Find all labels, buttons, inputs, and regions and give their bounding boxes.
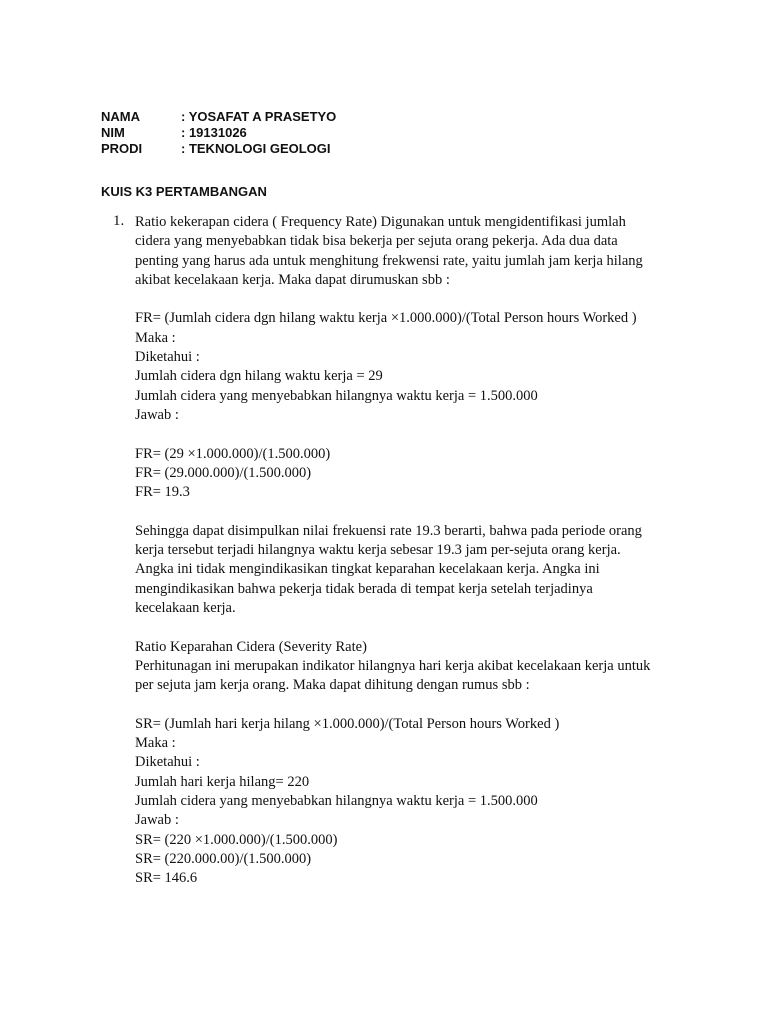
blank-line [135, 425, 695, 444]
text-line: Diketahui : [135, 754, 200, 771]
text-line: Jawab : [135, 406, 179, 423]
formula-result: FR= 19.3 [135, 484, 190, 501]
nim-label: NIM [101, 124, 125, 140]
text-line: Jumlah hari kerja hilang= 220 [135, 773, 310, 790]
formula-line: SR= (220 ×1.000.000)/(1.500.000) [135, 831, 338, 848]
text-line: Sehingga dapat disimpulkan nilai frekuensi rate 19.3 berarti, bahwa pada periode orang [135, 522, 642, 539]
nama-label: NAMA [101, 108, 140, 124]
formula-result: SR= 146.6 [135, 870, 198, 887]
formula-line: FR= (29.000.000)/(1.500.000) [135, 464, 312, 481]
section-heading: Ratio Keparahan Cidera (Severity Rate) [135, 638, 367, 655]
text-line: Maka : [135, 329, 176, 346]
nama-row [101, 108, 336, 124]
text-line: Jumlah cidera dgn hilang waktu kerja = 29 [135, 368, 383, 385]
text-line: penting yang harus ada untuk menghitung frekwensi rate, yaitu jumlah jam kerja hilang [135, 252, 643, 269]
formula-line: FR= (29 ×1.000.000)/(1.500.000) [135, 445, 331, 462]
student-info-header [101, 108, 336, 156]
blank-line [135, 618, 695, 637]
text-line: cidera yang menyebabkan tidak bisa bekerja per sejuta orang pekerja. Ada dua data [135, 233, 618, 250]
text-line: per sejuta jam kerja orang. Maka dapat dihitung dengan rumus sbb : [135, 677, 530, 694]
text-line: Ratio kekerapan cidera ( Frequency Rate) Digunakan untuk mengidentifikasi jumlah [135, 214, 626, 230]
text-line: kerja tersebut terjadi hilangnya waktu kerja sebesar 19.3 jam per-sejuta orang kerja. [135, 542, 621, 559]
prodi-row [101, 140, 336, 156]
formula-line: SR= (Jumlah hari kerja hilang ×1.000.000)/(Total Person hours Worked ) [135, 715, 560, 732]
text-line: Jawab : [135, 812, 179, 829]
list-item-number: 1. [113, 213, 125, 229]
formula-line: FR= (Jumlah cidera dgn hilang waktu kerja ×1.000.000)/(Total Person hours Worked ) [135, 310, 637, 327]
blank-line [135, 695, 695, 714]
blank-line [135, 502, 695, 521]
text-line: kecelakaan kerja. [135, 599, 236, 616]
prodi-label: PRODI [101, 140, 143, 156]
nama-value: : YOSAFAT A PRASETYO [181, 108, 337, 124]
text-line: mengindikasikan bahwa pekerja tidak berada di tempat kerja setelah terjadinya [135, 580, 593, 597]
prodi-value: : TEKNOLOGI GEOLOGI [181, 140, 331, 156]
blank-line [135, 290, 695, 309]
formula-line: SR= (220.000.00)/(1.500.000) [135, 850, 312, 867]
text-line: Diketahui : [135, 349, 200, 366]
nim-row [101, 124, 336, 140]
nim-value: : 19131026 [181, 124, 247, 140]
text-line: Angka ini tidak mengindikasikan tingkat keparahan kecelakaan kerja. Angka ini [135, 561, 600, 578]
text-line: Maka : [135, 735, 176, 752]
quiz-title: KUIS K3 PERTAMBANGAN [101, 184, 267, 199]
answer-body [135, 213, 695, 888]
text-line: akibat kecelakaan kerja. Maka dapat dirumuskan sbb : [135, 271, 450, 288]
text-line: Perhitunagan ini merupakan indikator hilangnya hari kerja akibat kecelakaan kerja untuk [135, 657, 651, 674]
text-line: Jumlah cidera yang menyebabkan hilangnya waktu kerja = 1.500.000 [135, 792, 538, 809]
text-line: Jumlah cidera yang menyebabkan hilangnya waktu kerja = 1.500.000 [135, 387, 538, 404]
